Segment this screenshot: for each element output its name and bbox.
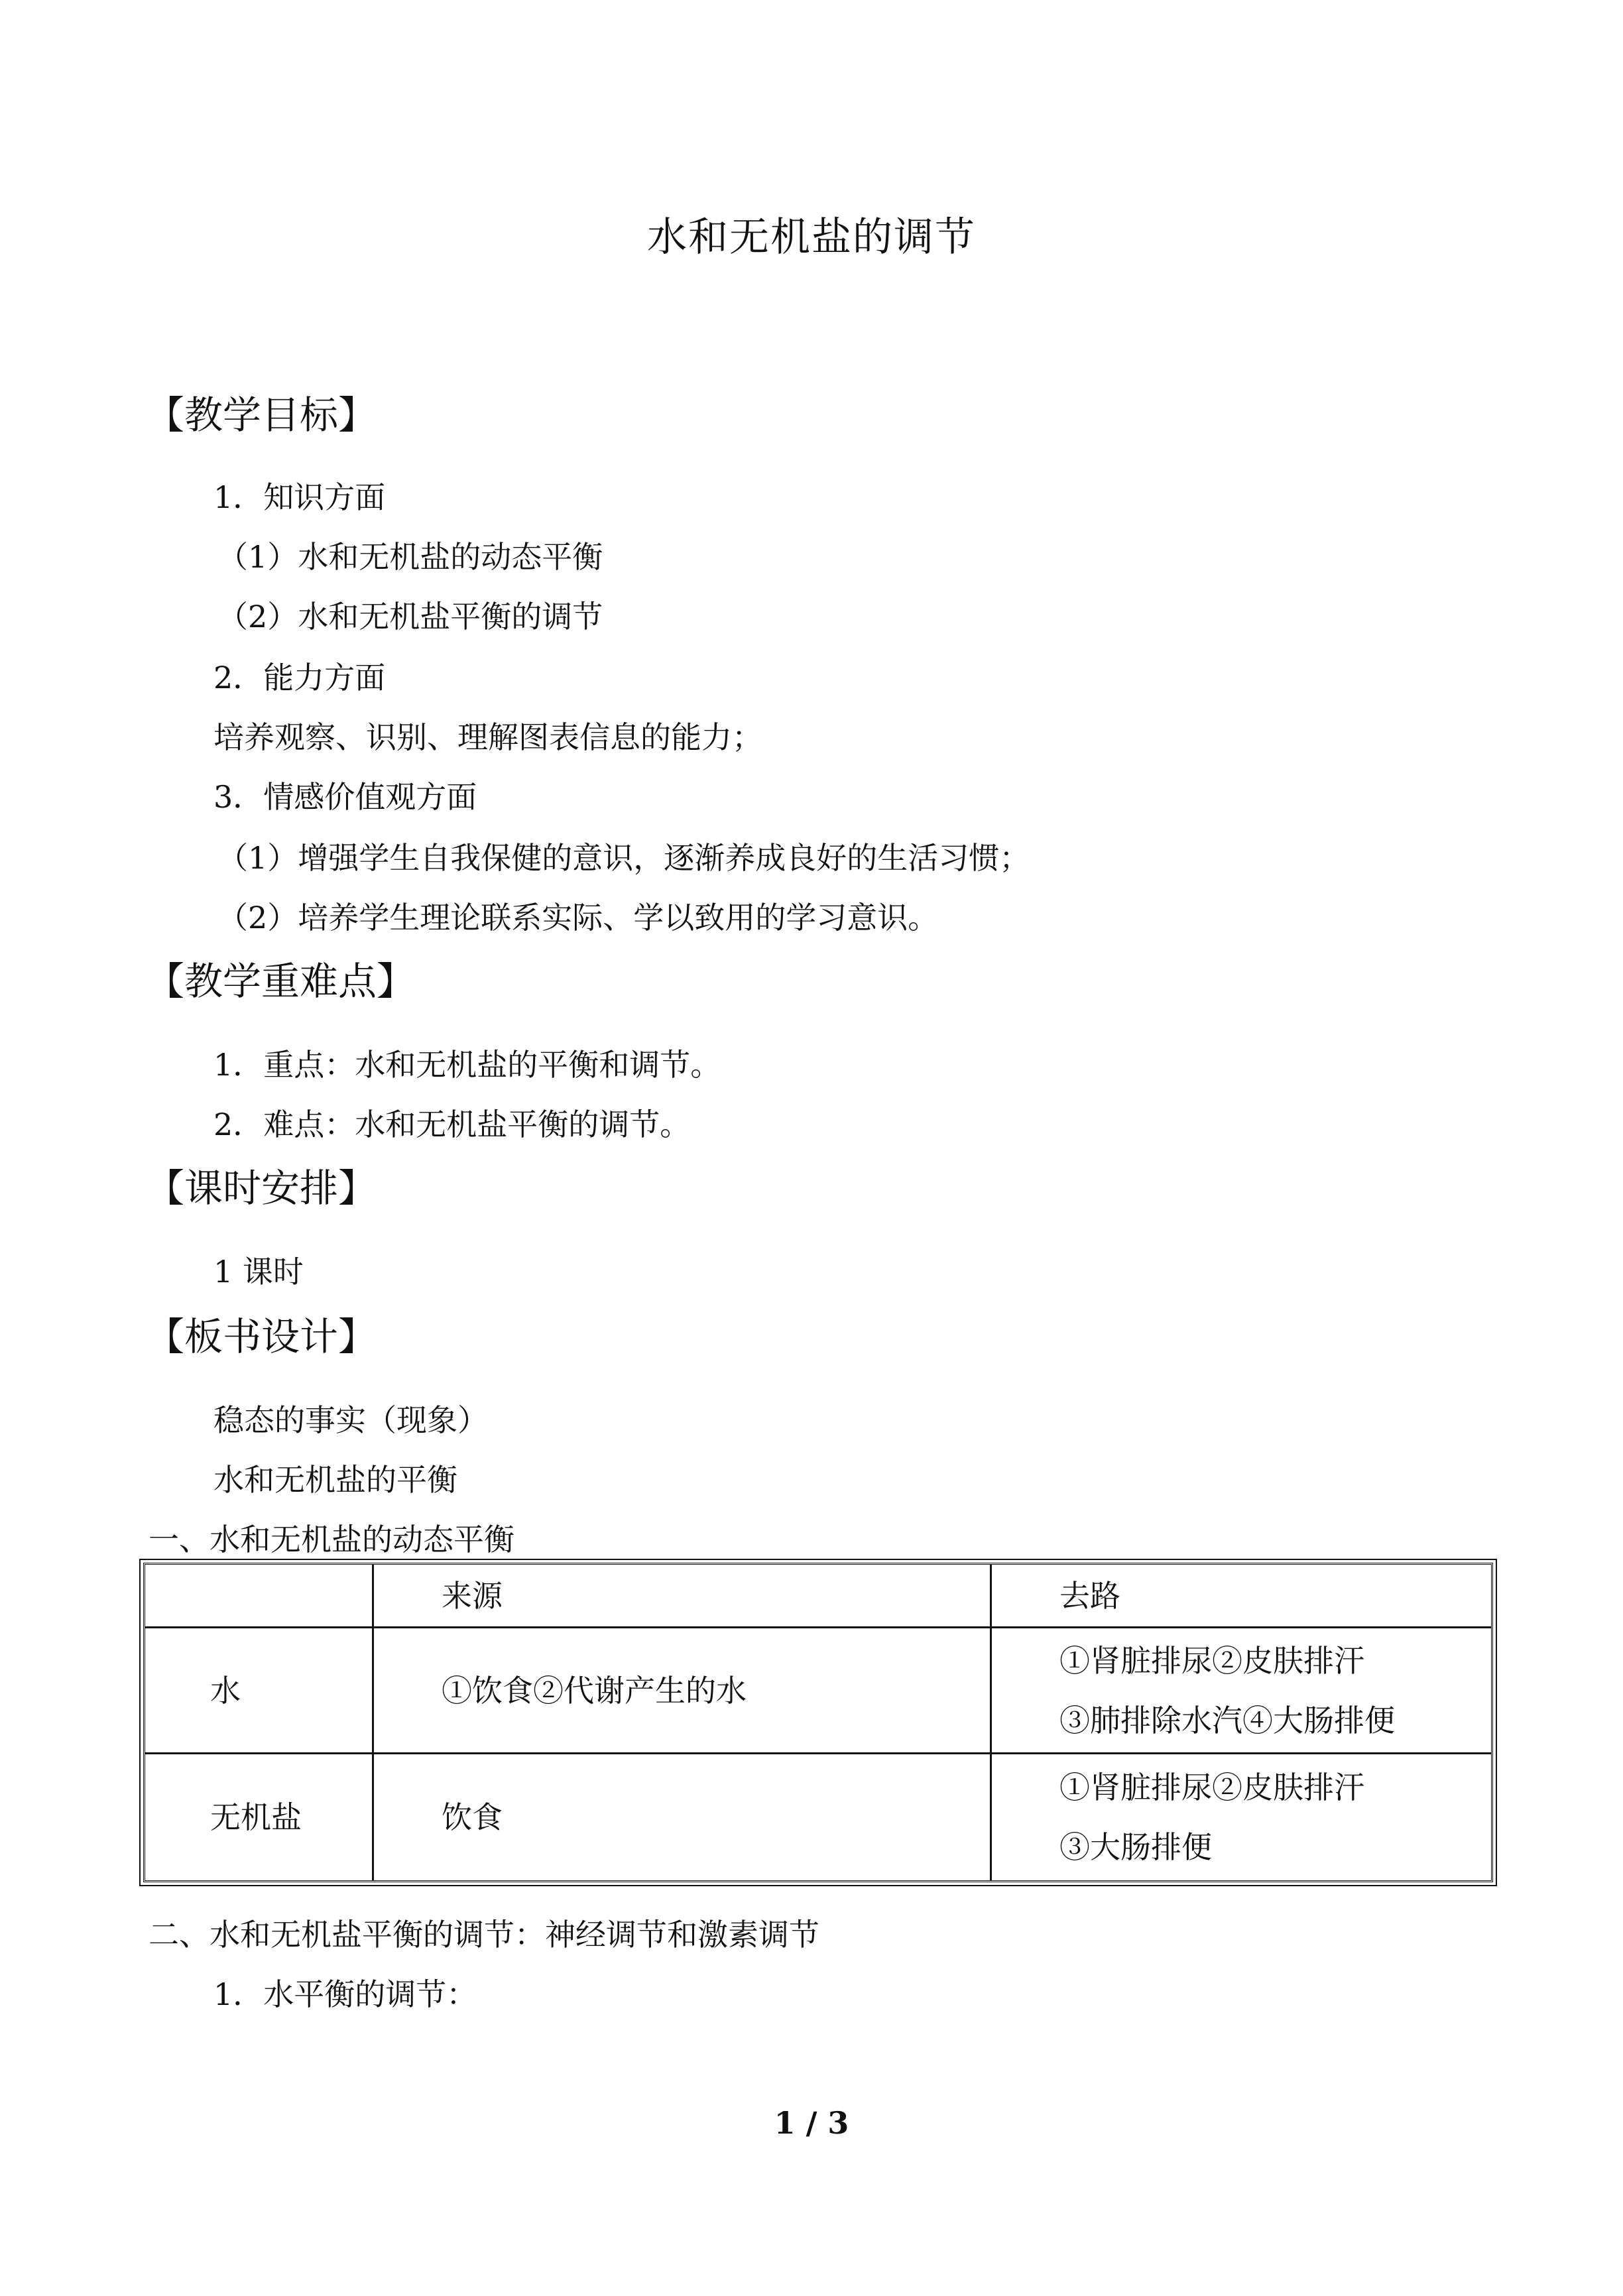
document-title: 水和无机盐的调节 <box>647 214 976 261</box>
objective-line: （1）水和无机盐的动态平衡 <box>217 539 603 575</box>
objective-line: 培养观察、识别、理解图表信息的能力； <box>213 719 762 755</box>
water-regulation-line: 1．水平衡的调节： <box>213 1976 477 2012</box>
table-row <box>145 1754 1491 1880</box>
objective-line: 3．情感价值观方面 <box>213 779 477 815</box>
heading-board-design: 【板书设计】 <box>146 1314 377 1359</box>
output-line: ③大肠排便 <box>1059 1829 1212 1865</box>
key-point-line: 2．难点：水和无机盐平衡的调节。 <box>213 1107 691 1142</box>
balance-table <box>143 1563 1493 1882</box>
table-header-row <box>145 1565 1491 1628</box>
objective-line: （2）水和无机盐平衡的调节 <box>217 599 603 634</box>
objective-line: （2）培养学生理论联系实际、学以致用的学习意识。 <box>217 900 939 936</box>
row-label: 水 <box>145 1628 374 1754</box>
objective-line: 2．能力方面 <box>213 660 386 695</box>
table-header-cell <box>145 1565 374 1628</box>
output-line: ①肾脏排尿②皮肤排汗 <box>1059 1770 1364 1805</box>
schedule-line: 1 课时 <box>213 1254 304 1290</box>
row-source: 饮食 <box>374 1754 992 1880</box>
table-header-cell: 去路 <box>992 1565 1491 1628</box>
row-outputs <box>992 1628 1491 1754</box>
heading-schedule: 【课时安排】 <box>146 1166 377 1211</box>
regulation-heading: 二、水和无机盐平衡的调节：神经调节和激素调节 <box>149 1917 819 1953</box>
heading-key-points: 【教学重难点】 <box>146 959 416 1004</box>
row-outputs <box>992 1754 1491 1880</box>
board-line: 稳态的事实（现象） <box>213 1402 488 1438</box>
board-line: 水和无机盐的平衡 <box>213 1462 457 1498</box>
heading-objectives: 【教学目标】 <box>146 393 377 438</box>
table-row <box>145 1628 1491 1754</box>
row-source: ①饮食②代谢产生的水 <box>374 1628 992 1754</box>
table-header-cell: 来源 <box>374 1565 992 1628</box>
key-point-line: 1．重点：水和无机盐的平衡和调节。 <box>213 1047 721 1083</box>
output-line: ①肾脏排尿②皮肤排汗 <box>1059 1642 1364 1679</box>
board-line: 一、水和无机盐的动态平衡 <box>149 1522 514 1557</box>
objective-line: （1）增强学生自我保健的意识，逐渐养成良好的生活习惯； <box>217 840 1030 876</box>
row-label: 无机盐 <box>145 1754 374 1880</box>
objective-line: 1．知识方面 <box>213 479 386 515</box>
output-line: ③肺排除水汽④大肠排便 <box>1059 1702 1395 1738</box>
page-number: 1 / 3 <box>774 2105 849 2141</box>
